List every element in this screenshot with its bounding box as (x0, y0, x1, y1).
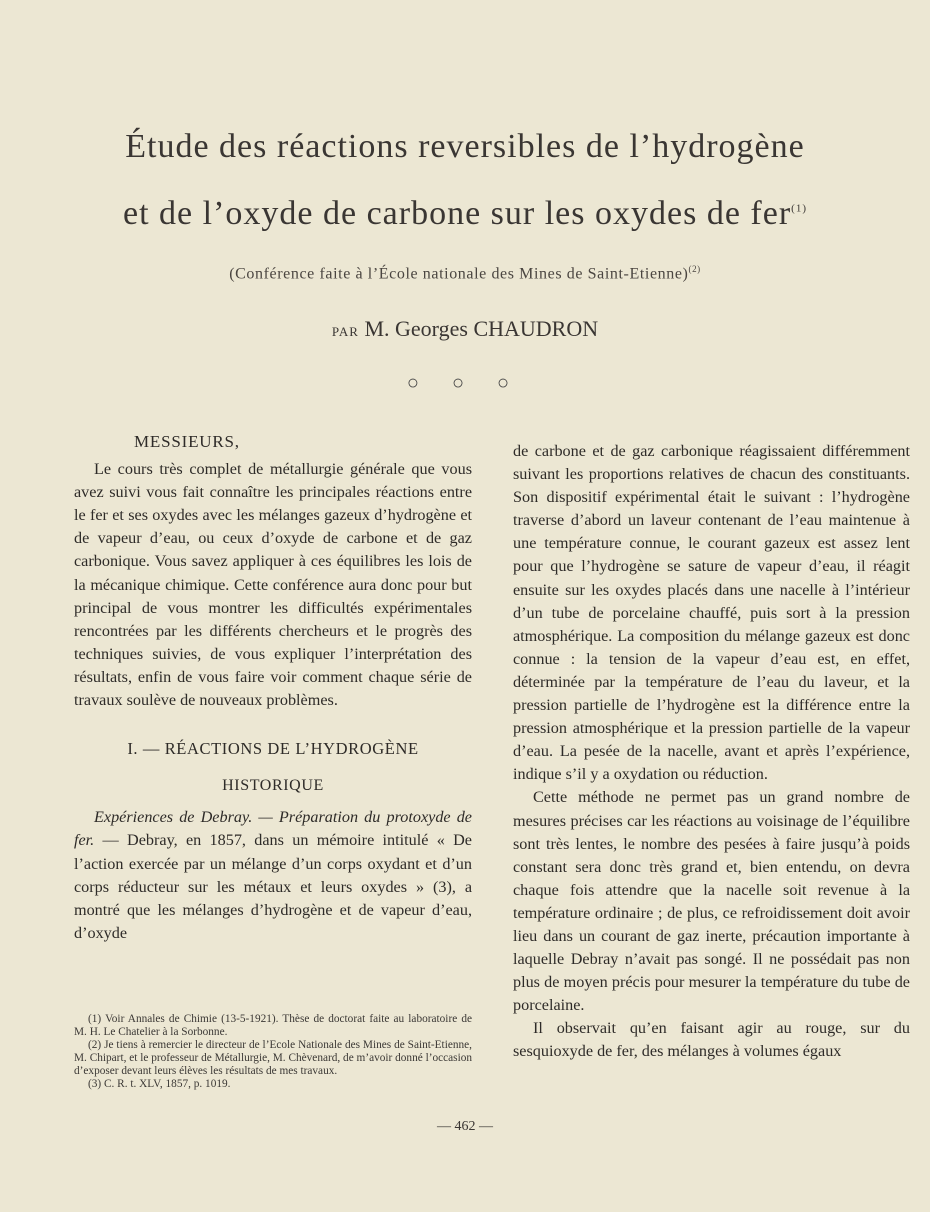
section-heading: I. — RÉACTIONS DE L’HYDROGÈNE (127, 739, 419, 759)
subtitle-text: (Conférence faite à l’École nationale des Mines de Saint-Etienne) (229, 265, 689, 283)
page-number: — 462 — (437, 1119, 493, 1134)
footnote-2: (2) Je tiens à remercier le directeur de l’Ecole Nationale des Mines de Saint-Etienne, M. Chipart, et le professeur de Métallurgie, M. Chèvenard, de m’avoir donné l’occasion d’exposer devant leurs élèves les résultats de mes travaux. (74, 1039, 472, 1077)
intro-paragraph: Le cours très complet de métallurgie générale que vous avez suivi vous fait connaître les principales réactions entre le fer et ses oxydes avec les mélanges gazeux d’hydrogène et de vapeur d’eau, ou ceux d’oxyde de carbone et de gaz carbonique. Vous savez appliquer à ces équilibres les lois de la mécanique chimique. Cette conférence aura donc pour but principal de vous montrer les difficultés expérimentales rencontrées par les différents chercheurs et le progrès des techniques suivies, de vous expliquer l’interprétation des résultats, enfin de vous faire voir comment chaque série de travaux soulève de nouveaux problèmes. (74, 460, 472, 710)
author-line (0, 316, 930, 342)
article-title-line-1: Étude des réactions reversibles de l’hydrogène (125, 128, 805, 165)
ornament-circles: ○ ○ ○ (406, 372, 524, 394)
author-name: M. Georges CHAUDRON (364, 316, 599, 341)
sub-heading: HISTORIQUE (222, 777, 324, 795)
footnote-3: (3) C. R. t. XLV, 1857, p. 1019. (88, 1078, 231, 1090)
right-paragraph-3: Il observait qu’en faisant agir au rouge, sur du sesquioxyde de fer, des mélanges à volumes égaux (513, 1019, 910, 1061)
footnotes (74, 1013, 472, 1091)
debray-paragraph (74, 806, 472, 945)
title-footnote-ref: (1) (791, 202, 807, 215)
title-text: et de l’oxyde de carbone sur les oxydes de fer (123, 195, 792, 232)
right-paragraph-2: Cette méthode ne permet pas un grand nombre de mesures précises car les réactions au voisinage de l’équilibre sont très lentes, le nombre des pesées à faire jusqu’à poids constant sera donc très grand et, bien entendu, on devra chaque fois attendre que la nacelle soit revenue à la température ordinaire ; de plus, ce refroidissement doit avoir lieu dans un courant de gaz inerte, précaution importante à laquelle Debray n’avait pas songé. Il ne possédait pas non plus de moyen précis pour mesurer la température du tube de porcelaine. (513, 788, 910, 1015)
right-column (513, 440, 910, 1064)
debray-italic-heading: Expériences de Debray. — Préparation du protoxyde de fer. (74, 808, 472, 850)
left-column (74, 430, 472, 945)
salutation: MESSIEURS, (134, 432, 240, 451)
right-paragraph-1: de carbone et de gaz carbonique réagissaient différemment suivant les proportions relatives de chacun des constituants. Son dispositif expérimental était le suivant : l’hydrogène traverse d’abord un laveur contenant de l’eau maintenue à une température connue, le courant gazeux est assez lent pour que l’hydrogène se sature de vapeur d’eau, il réagit ensuite sur les oxydes placés dans une nacelle à l’intérieur d’un tube de porcelaine chauffé, puis sort à la pression atmosphérique. La composition du mélange gazeux est donc connue : la tension de la vapeur d’eau est, en effet, déterminée par la température de l’eau du laveur, et la pression partielle de l’hydrogène est la différence entre la pression atmosphérique et la pression partielle de la vapeur d’eau. La pesée de la nacelle, avant et après l’expérience, indique s’il y a oxydation ou réduction. (513, 442, 910, 784)
author-prefix: PAR (331, 324, 359, 339)
subtitle-footnote-ref: (2) (688, 264, 701, 274)
article-title-line-2 (0, 195, 930, 233)
article-subtitle (0, 264, 930, 283)
footnote-1: (1) Voir Annales de Chimie (13-5-1921). Thèse de doctorat faite au laboratoire de M. H. Le Chatelier à la Sorbonne. (74, 1013, 472, 1038)
debray-text: — Debray, en 1857, dans un mémoire intitulé « De l’action exercée par un mélange d’un corps oxydant et d’un corps réducteur sur les métaux et leurs oxydes » (3), a montré que les mélanges d’hydrogène et de vapeur d’eau, d’oxyde (74, 831, 472, 942)
